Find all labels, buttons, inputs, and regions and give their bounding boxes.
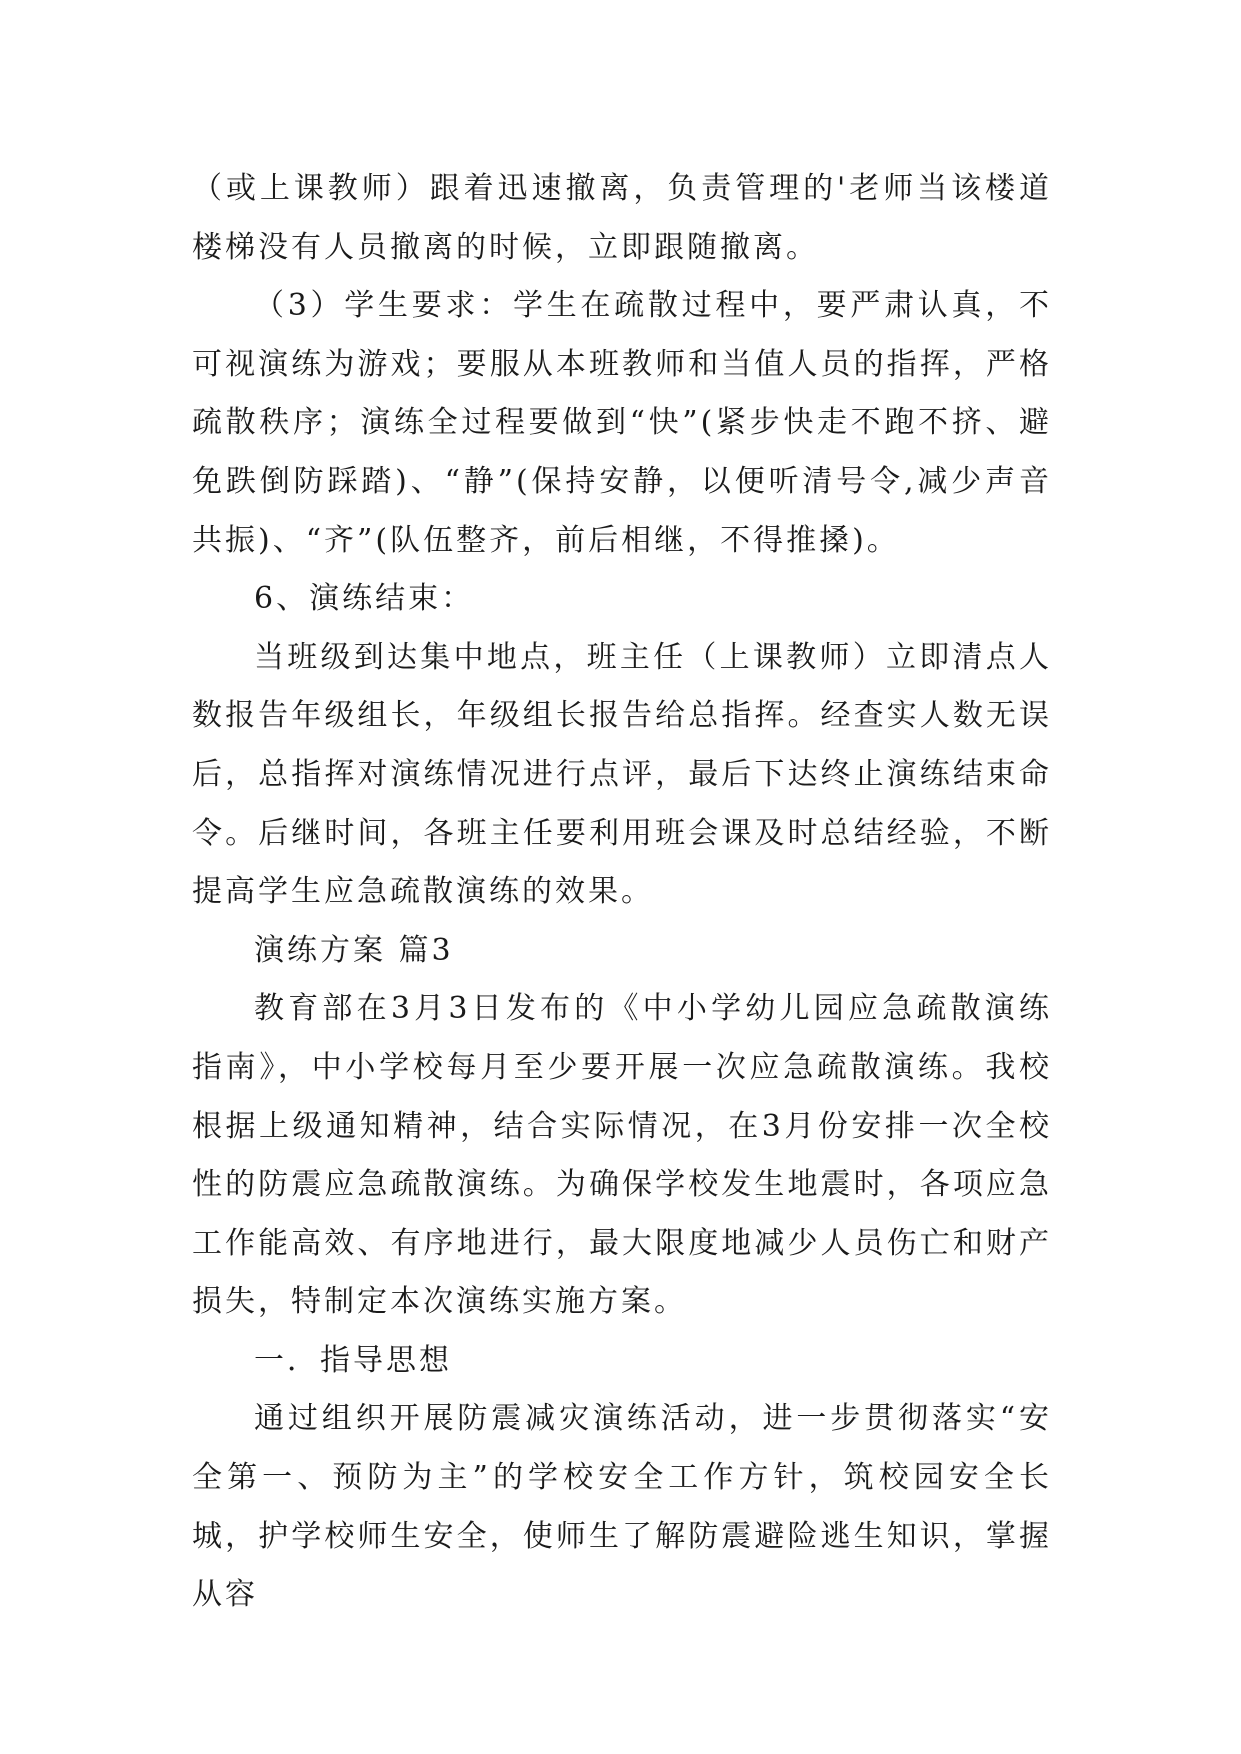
paragraph-drill-end: 当班级到达集中地点，班主任（上课教师）立即清点人数报告年级组长，年级组长报告给总指挥。经查实人数无误后，总指挥对演练情况进行点评，最后下达终止演练结束命令。后继时间，各班主任要利用班会课及时总结经验，不断提高学生应急疏散演练的效果。 xyxy=(192,639,1052,910)
paragraph-plan-3-intro: 教育部在3月3日发布的《中小学幼儿园应急疏散演练指南》，中小学校每月至少要开展一次应急疏散演练。我校根据上级通知精神，结合实际情况，在3月份安排一次全校性的防震应急疏散演练。为确保学校发生地震时，各项应急工作能高效、有序地进行，最大限度地减少人员伤亡和财产损失，特制定本次演练实施方案。 xyxy=(192,991,1052,1320)
paragraph-continuation: （或上课教师）跟着迅速撤离，负责管理的'老师当该楼道楼梯没有人员撤离的时候，立即跟随撤离。 xyxy=(192,171,1052,265)
document-body xyxy=(192,160,1052,1625)
section-heading-plan-3: 演练方案 篇3 xyxy=(254,932,454,968)
paragraph-student-requirements: （3）学生要求：学生在疏散过程中，要严肃认真，不可视演练为游戏；要服从本班教师和当值人员的指挥，严格疏散秩序；演练全过程要做到“快”(紧步快走不跑不挤、避免跌倒防踩踏)、“静”(保持安静，以便听清号令,减少声音共振)、“齐”(队伍整齐，前后相继，不得推搡)。 xyxy=(192,288,1052,558)
section-heading-drill-end: 6、演练结束： xyxy=(254,581,475,617)
section-heading-guiding-thought: 一．指导思想 xyxy=(254,1342,452,1378)
paragraph-guiding-thought: 通过组织开展防震减灾演练活动，进一步贯彻落实“安全第一、预防为主”的学校安全工作方针，筑校园安全长城，护学校师生安全，使师生了解防震避险逃生知识，掌握从容 xyxy=(192,1401,1052,1613)
